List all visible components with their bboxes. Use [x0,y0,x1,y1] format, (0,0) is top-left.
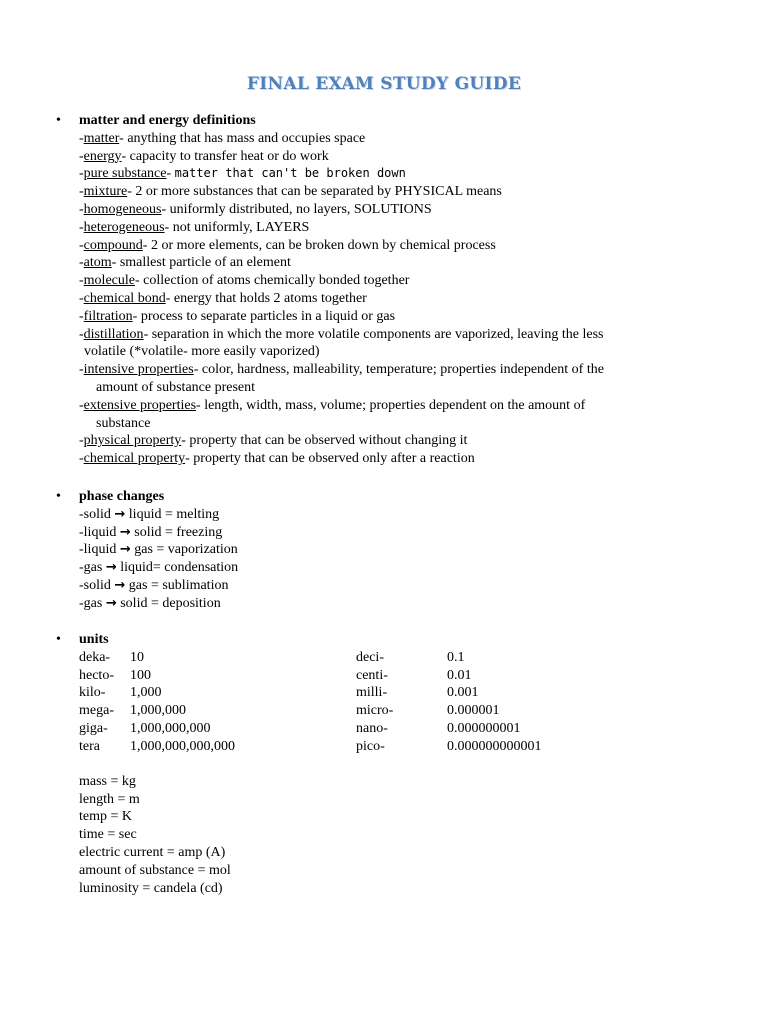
definition-item: -chemical property- property that can be observed only after a reaction [79,451,475,467]
unit-value: 1,000,000,000,000 [130,738,235,754]
phase-change-item [79,524,716,542]
units-content [79,631,716,897]
phase-to: gas = vaporization [130,542,238,558]
si-base-unit: temp = K [79,809,132,825]
definitions-section [56,112,716,468]
unit-value: 0.01 [447,667,472,683]
definition-item: -physical property- property that can be observed without changing it [79,433,468,449]
definition-item: -heterogeneous- not uniformly, LAYERS [79,219,310,235]
small-value-column [447,649,542,756]
unit-prefix: deci- [356,649,384,665]
units-section [56,631,716,897]
unit-prefix: nano- [356,720,388,736]
phase-to: gas = sublimation [125,577,229,593]
unit-value: 100 [130,667,151,683]
definition-term: physical property [83,433,182,449]
unit-prefix: kilo- [79,685,106,701]
phase-change-item [79,577,716,595]
unit-value: 0.1 [447,649,465,665]
definition-item: -molecule- collection of atoms chemically bonded together [79,273,410,289]
unit-value: 0.000001 [447,703,500,719]
definition-text: - property that can be observed without changing it [181,433,468,449]
phase-to: solid = freezing [130,524,223,540]
definition-text: - smallest particle of an element [111,255,291,271]
definition-term: extensive properties [83,397,197,413]
definition-item: -filtration- process to separate particles in a liquid or gas [79,308,396,324]
definition-item: -matter- anything that has mass and occupies space [79,130,366,146]
definition-term: filtration [83,308,133,324]
definition-item: -energy- capacity to transfer heat or do work [79,148,329,164]
definition-text: - property that can be observed only after a reaction [185,451,475,467]
phase-changes-list [79,488,716,613]
definition-term: matter [83,130,120,146]
unit-value: 1,000,000,000 [130,720,211,736]
unit-value: 1,000,000 [130,703,186,719]
definition-text: - color, hardness, malleability, temperature; properties independent of the [193,362,604,378]
phase-to: liquid = melting [125,506,220,522]
si-base-unit: amount of substance = mol [79,862,231,878]
definition-term: distillation [83,326,144,342]
phase-to: liquid= condensation [116,560,239,576]
si-base-unit: electric current = amp (A) [79,844,226,860]
arrow-right-icon: → [105,560,117,576]
definition-item: -atom- smallest particle of an element [79,255,291,271]
unit-prefix: pico- [356,738,385,754]
definition-term: chemical property [83,451,186,467]
definition-text: - energy that holds 2 atoms together [165,290,367,306]
large-value-column [130,649,235,756]
unit-value: 0.001 [447,685,479,701]
definition-text: - 2 or more elements, can be broken down by chemical process [142,237,496,253]
definition-item: -compound- 2 or more elements, can be broken down by chemical process [79,237,496,253]
arrow-right-icon: → [105,595,117,611]
bullet-icon: • [56,632,61,647]
section-heading: phase changes [79,489,165,504]
phase-from: -liquid [79,542,120,558]
arrow-right-icon: → [114,577,126,593]
definition-term: energy [83,148,122,164]
bullet-icon: • [56,113,61,128]
phase-change-item [79,541,716,559]
small-prefix-column [356,649,393,756]
si-base-unit: length = m [79,791,140,807]
arrow-right-icon: → [119,524,131,540]
definition-term: atom [83,255,112,271]
definition-text: - [166,166,175,182]
unit-prefix: tera [79,738,100,754]
unit-value: 10 [130,649,144,665]
unit-prefix: micro- [356,703,394,719]
definition-text: - length, width, mass, volume; properties dependent on the amount of [196,397,586,413]
phase-from: -liquid [79,524,120,540]
definition-term: chemical bond [83,290,166,306]
definition-text: - separation in which the more volatile components are vaporized, leaving the less [143,326,604,342]
definition-continuation: amount of substance present [96,379,256,395]
definition-continuation: substance [96,415,151,431]
si-base-unit: time = sec [79,827,137,843]
definition-term: pure substance [83,166,167,182]
definition-text: - process to separate particles in a liquid or gas [132,308,396,324]
definition-text: - collection of atoms chemically bonded together [134,273,410,289]
phase-from: -gas [79,595,106,611]
definition-term: mixture [83,184,128,200]
phase-to: solid = deposition [116,595,221,611]
page-title: FINAL EXAM STUDY GUIDE [246,74,522,94]
unit-prefix: deka- [79,649,111,665]
definition-term: intensive properties [83,362,194,378]
large-prefix-column [79,649,114,756]
definition-item: -chemical bond- energy that holds 2 atoms together [79,290,367,306]
phase-changes-section [56,488,716,613]
phase-from: -solid [79,577,115,593]
definition-item: -intensive properties- color, hardness, malleability, temperature; properties independent of the [79,362,604,378]
unit-prefix: centi- [356,667,388,683]
definition-term: heterogeneous [83,219,165,235]
phase-change-item [79,506,716,524]
definitions-list [79,112,716,468]
phase-from: -gas [79,560,106,576]
section-heading: matter and energy definitions [79,113,256,128]
arrow-right-icon: → [114,506,126,522]
definition-item: -extensive properties- length, width, mass, volume; properties dependent on the amount of [79,397,586,413]
bullet-icon: • [56,489,61,504]
si-base-unit: luminosity = candela (cd) [79,880,223,896]
phase-change-item [79,595,716,613]
unit-prefix: milli- [356,685,388,701]
unit-value: 0.000000000001 [447,738,542,754]
phase-from: -solid [79,506,115,522]
definition-item: -homogeneous- uniformly distributed, no layers, SOLUTIONS [79,201,432,217]
definition-text: - capacity to transfer heat or do work [121,148,329,164]
definition-item: -distillation- separation in which the more volatile components are vaporized, leaving the less [79,326,604,342]
unit-prefix: giga- [79,720,108,736]
arrow-right-icon: → [119,542,131,558]
unit-prefix: mega- [79,703,114,719]
definition-item: -pure substance- matter that can't be broken down [79,166,406,182]
phase-change-item [79,559,716,577]
definition-text: - 2 or more substances that can be separated by PHYSICAL means [127,184,502,200]
unit-value: 1,000 [130,685,162,701]
definition-text: - anything that has mass and occupies space [119,130,366,146]
si-base-units-list [79,773,716,898]
si-base-unit: mass = kg [79,773,136,789]
definition-text-alt: matter that can't be broken down [174,166,406,181]
definition-text: - not uniformly, LAYERS [164,219,310,235]
definition-text: - uniformly distributed, no layers, SOLUTIONS [161,201,432,217]
unit-prefix-table [79,649,716,756]
definition-term: homogeneous [83,201,162,217]
section-heading: units [79,632,109,647]
definition-item: -mixture- 2 or more substances that can be separated by PHYSICAL means [79,184,502,200]
definition-continuation: volatile (*volatile- more easily vaporized) [84,344,320,360]
unit-prefix: hecto- [79,667,114,683]
unit-value: 0.000000001 [447,720,521,736]
definition-term: compound [83,237,143,253]
definition-term: molecule [83,273,135,289]
